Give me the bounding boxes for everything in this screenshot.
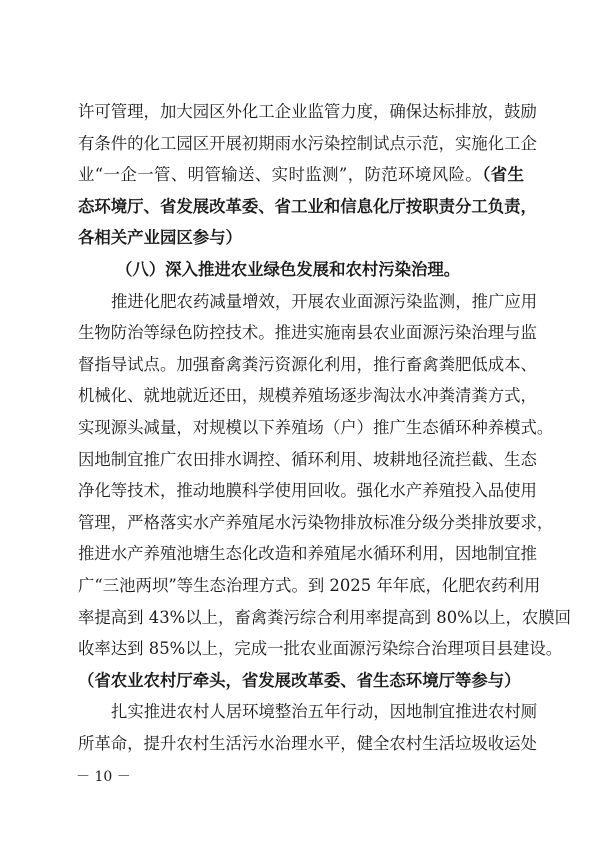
- text-line: 许可管理，加大园区外化工企业监管力度，确保达标排放，鼓励: [78, 102, 537, 121]
- text-line: 收率达到 85%以上，完成一批农业面源污染综合治理项目县建设。: [78, 639, 563, 659]
- text-line: [78, 159, 524, 191]
- text-line: 广“三池两坝”等生态治理方式。到 2025 年年底，化肥农药利用: [78, 575, 541, 595]
- text-line: 推进水产养殖池塘生态化改造和养殖尾水循环利用，因地制宜推: [78, 544, 537, 564]
- text-line: 扎实推进农村人居环境整治五年行动，因地制宜推进农村厕: [111, 702, 538, 722]
- responsibility-note-line: 态环境厅、省发展改革委、省工业和信息化厅按职责分工负责，: [78, 196, 537, 216]
- text-segment: 业“一企一管、明管输送、实时监测”，防范环境风险。: [78, 165, 483, 185]
- text-line: 率提高到 43%以上，畜禽粪污综合利用率提高到 80%以上，农膜回: [78, 607, 572, 627]
- responsibility-note-line: 各相关产业园区参与）: [78, 228, 242, 248]
- text-line: 机械化、就地就近还田，规模养殖场逐步淘汰水冲粪清粪方式，: [78, 386, 537, 406]
- text-line: 因地制宜推广农田排水调控、循环利用、坡耕地径流拦截、生态: [78, 449, 537, 469]
- responsibility-note-line: （省农业农村厅牵头，省发展改革委、省生态环境厅等参与）: [78, 670, 521, 690]
- text-line: 净化等技术，推动地膜科学使用回收。强化水产养殖投入品使用: [78, 481, 537, 501]
- text-line: 推进化肥农药减量增效，开展农业面源污染监测，推广应用: [111, 291, 538, 311]
- responsibility-note-start: （省生: [482, 165, 524, 185]
- document-body: [78, 96, 572, 759]
- text-line: 实现源头减量，对规模以下养殖场（户）推广生态循环种养模式。: [78, 417, 554, 437]
- text-line: 督指导试点。加强畜禽粪污资源化利用，推行畜禽粪肥低成本、: [78, 354, 537, 374]
- text-line: 有条件的化工园区开展初期雨水污染控制试点示范，实施化工企: [78, 133, 537, 153]
- section-heading: （八）深入推进农业绿色发展和农村污染治理。: [116, 259, 461, 279]
- text-line: 生物防治等绿色防控技术。推进实施南县农业面源污染治理与监: [78, 323, 537, 343]
- text-line: 管理，严格落实水产养殖尾水污染物排放标准分级分类排放要求，: [78, 512, 554, 532]
- text-line: 所革命，提升农村生活污水治理水平，健全农村生活垃圾收运处: [78, 733, 537, 753]
- page-number: － 10 －: [76, 769, 131, 785]
